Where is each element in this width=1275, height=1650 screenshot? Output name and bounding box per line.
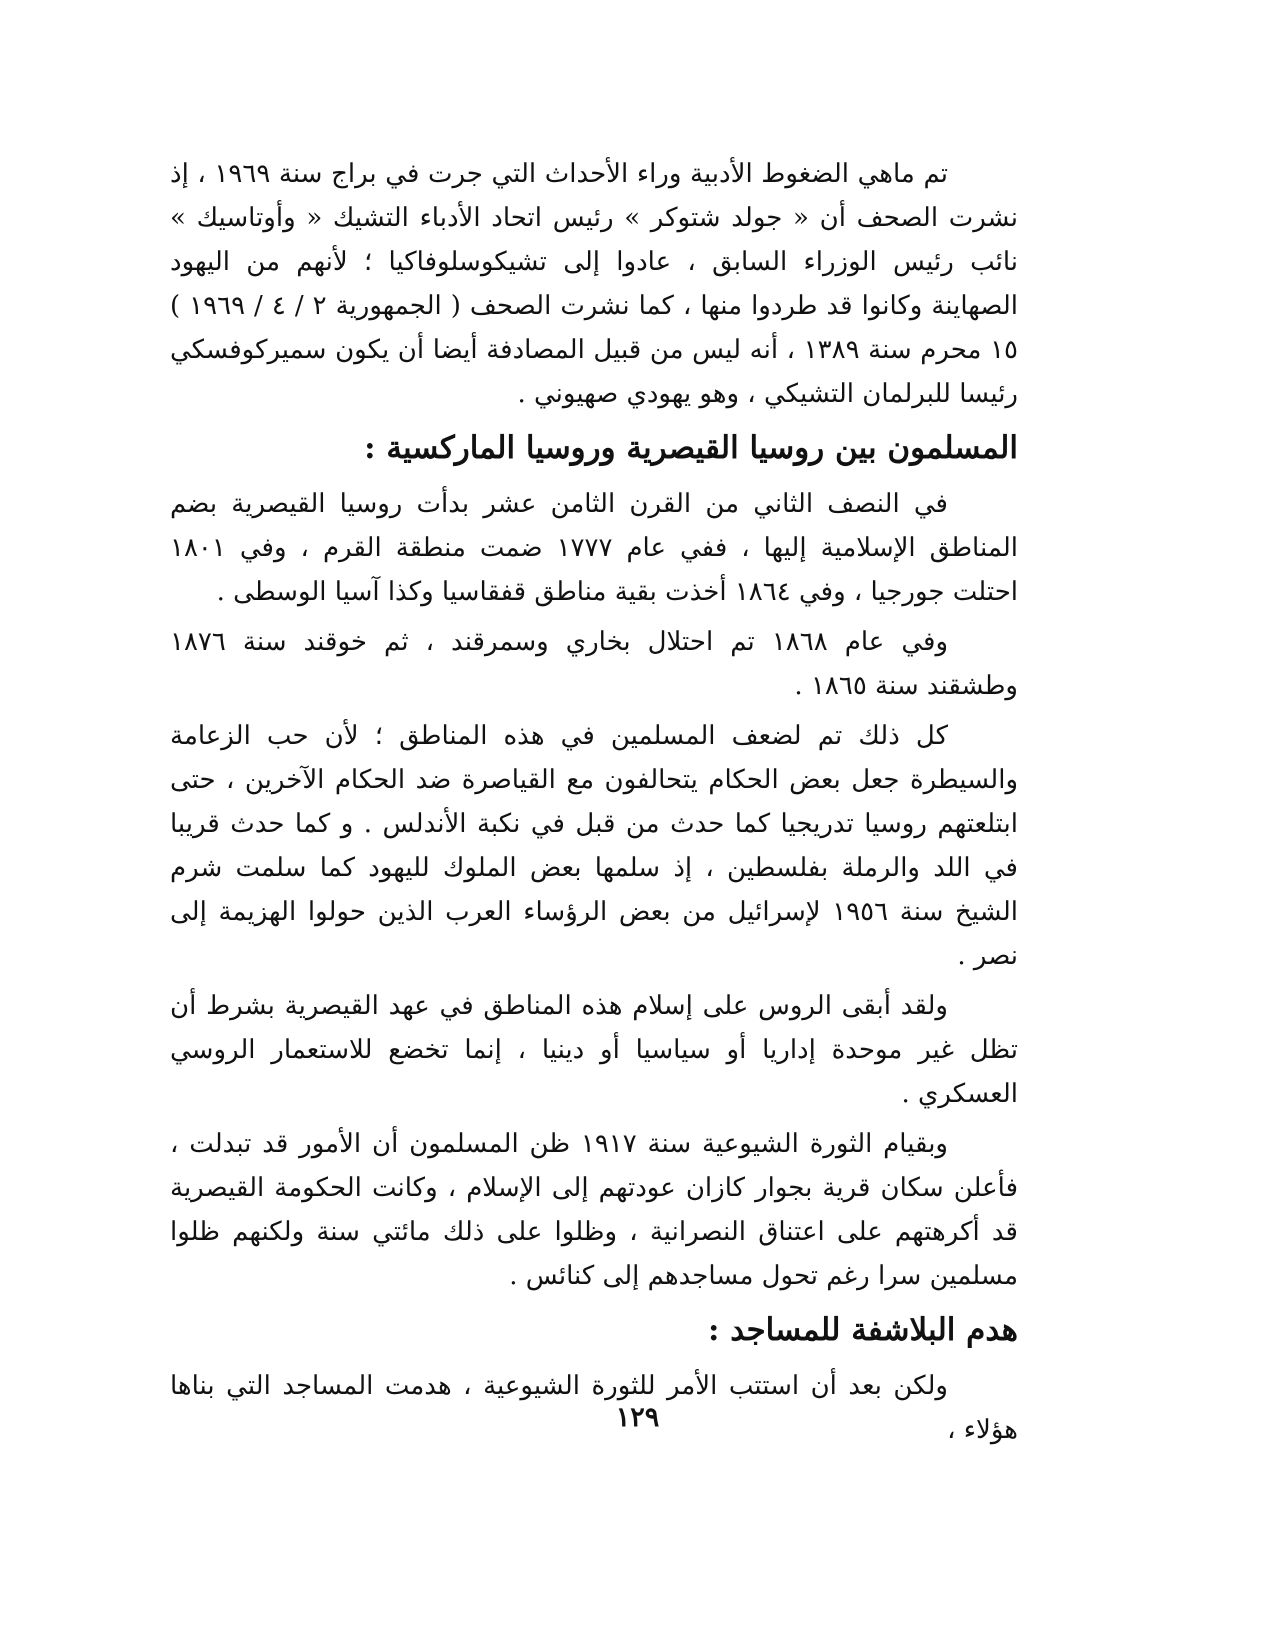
- page-body: [170, 152, 1018, 1458]
- paragraph-mosques-demolished: ولكن بعد أن استتب الأمر للثورة الشيوعية ، هدمت المساجد التي بناها هؤلاء ،: [170, 1371, 1018, 1445]
- paragraph-weakness-of-muslims: كل ذلك تم لضعف المسلمين في هذه المناطق ؛ لأن حب الزعامة والسيطرة جعل بعض الحكام يتحالفون مع القياصرة ضد الحكام الآخرين ، حتى ابتلعتهم روسيا تدريجيا كما حدث من قبل في نكبة الأندلس . و كما حدث قريبا في اللد والرملة بفلسطين ، إذ سلمها بعض الملوك لليهود كما سلمت شرم الشيخ سنة ١٩٥٦ لإسرائيل من بعض الرؤساء العرب الذين حولوا الهزيمة إلى نصر .: [170, 721, 1018, 971]
- paragraph-russian-conditions: ولقد أبقى الروس على إسلام هذه المناطق في عهد القيصرية بشرط أن تظل غير موحدة إداريا أو سياسيا أو دينيا ، إنما تخضع للاستعمار الروسي العسكري .: [170, 991, 1018, 1109]
- section-heading-mosque-demolition: هدم البلاشفة للمساجد :: [708, 1312, 1018, 1348]
- paragraph-bukhara-samarkand: وفي عام ١٨٦٨ تم احتلال بخاري وسمرقند ، ثم خوقند سنة ١٨٧٦ وطشقند سنة ١٨٦٥ .: [170, 627, 1018, 701]
- paragraph-communist-revolution: وبقيام الثورة الشيوعية سنة ١٩١٧ ظن المسلمون أن الأمور قد تبدلت ، فأعلن سكان قرية بجوار كازان عودتهم إلى الإسلام ، وكانت الحكومة القيصرية قد أكرهتهم على اعتناق النصرانية ، وظلوا على ذلك مائتي سنة ولكنهم ظلوا مسلمين سرا رغم تحول مساجدهم إلى كنائس .: [170, 1129, 1018, 1291]
- section-heading-muslims-russia: المسلمون بين روسيا القيصرية وروسيا الماركسية :: [364, 430, 1018, 466]
- paragraph-prague-events: تم ماهي الضغوط الأدبية وراء الأحداث التي جرت في براج سنة ١٩٦٩ ، إذ نشرت الصحف أن « جولد شتوكر » رئيس اتحاد الأدباء التشيك « وأوتاسيك » نائب رئيس الوزراء السابق ، عادوا إلى تشيكوسلوفاكيا ؛ لأنهم من اليهود الصهاينة وكانوا قد طردوا منها ، كما نشرت الصحف ( الجمهورية ٢ / ٤ / ١٩٦٩ ) ١٥ محرم سنة ١٣٨٩ ، أنه ليس من قبيل المصادفة أيضا أن يكون سميركوفسكي رئيسا للبرلمان التشيكي ، وهو يهودي صهيوني .: [170, 159, 1018, 409]
- page-number: ١٢٩: [615, 1402, 660, 1433]
- paragraph-annexation: في النصف الثاني من القرن الثامن عشر بدأت روسيا القيصرية بضم المناطق الإسلامية إليها ، ففي عام ١٧٧٧ ضمت منطقة القرم ، وفي ١٨٠١ احتلت جورجيا ، وفي ١٨٦٤ أخذت بقية مناطق قفقاسيا وكذا آسيا الوسطى .: [170, 489, 1018, 607]
